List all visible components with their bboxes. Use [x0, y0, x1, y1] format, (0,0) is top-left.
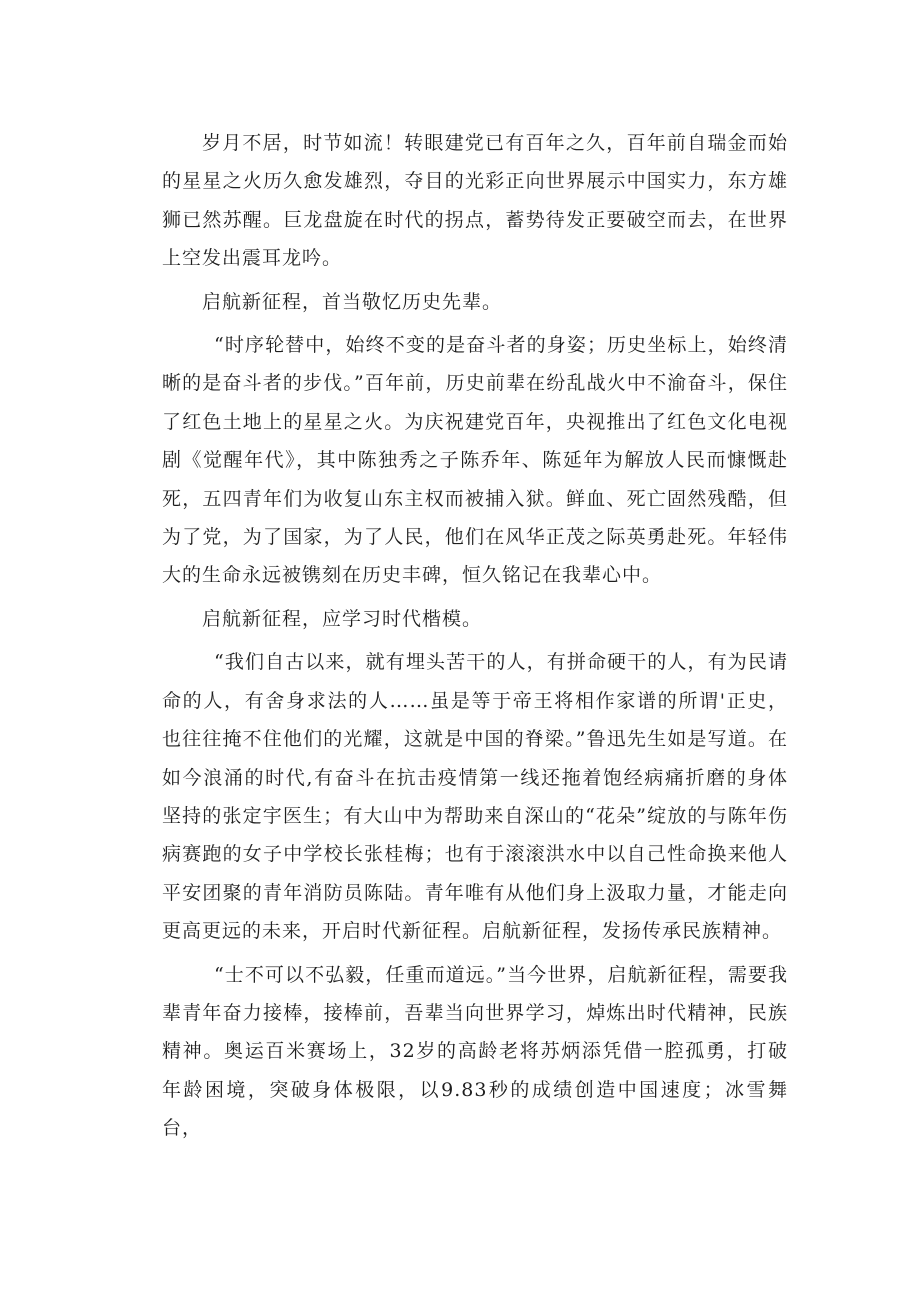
paragraph-heading-models: 启航新征程，应学习时代楷模。: [202, 607, 483, 630]
paragraph-spirit: “士不可以不弘毅，任重而道远。”当今世界，启航新征程，需要我辈青年奋力接棒，接棒前，吾辈当向世界学习，焯炼出时代精神，民族精神。奥运百米赛场上，32岁的高龄老将苏炳添凭借一腔孤勇，打破年龄困境，突破身体极限，以9.83秒的成绩创造中国速度；冰雪舞台，: [162, 963, 788, 1140]
paragraph-models: “我们自古以来，就有埋头苦干的人，有拼命硬干的人，有为民请命的人，有舍身求法的人……虽是等于帝王将相作家谱的所谓'正史，也往往掩不住他们的光耀，这就是中国的脊梁。”鲁迅先生如是写道。在如今浪涌的时代,有奋斗在抗击疫情第一线还拖着饱经病痛折磨的身体坚持的张定宇医生；有大山中为帮助来自深山的“花朵”绽放的与陈年伤病赛跑的女子中学校长张桂梅；也有于滚滚洪水中以自己性命换来他人平安团聚的青年消防员陈陆。青年唯有从他们身上汲取力量，才能走向更高更远的未来，开启时代新征程。启航新征程，发扬传承民族精神。: [162, 651, 788, 943]
essay-body: [162, 124, 788, 1153]
paragraph-history: “时序轮替中，始终不变的是奋斗者的身姿；历史坐标上，始终清晰的是奋斗者的步伐。”百年前，历史前辈在纷乱战火中不渝奋斗，保住了红色土地上的星星之火。为庆祝建党百年，央视推出了红色文化电视剧《觉醒年代》，其中陈独秀之子陈乔年、陈延年为解放人民而慷慨赴死，五四青年们为收复山东主权而被捕入狱。鲜血、死亡固然残酷，但为了党，为了国家，为了人民，他们在风华正茂之际英勇赴死。年轻伟大的生命永远被镌刻在历史丰碑，恒久铭记在我辈心中。: [162, 334, 788, 587]
paragraph-heading-history: 启航新征程，首当敬忆历史先辈。: [202, 290, 503, 313]
paragraph-intro: 岁月不居，时节如流！转眼建党已有百年之久，百年前自瑞金而始的星星之火历久愈发雄烈，夺目的光彩正向世界展示中国实力，东方雄狮已然苏醒。巨龙盘旋在时代的拐点，蓄势待发正要破空而去，在世界上空发出震耳龙吟。: [162, 132, 788, 270]
